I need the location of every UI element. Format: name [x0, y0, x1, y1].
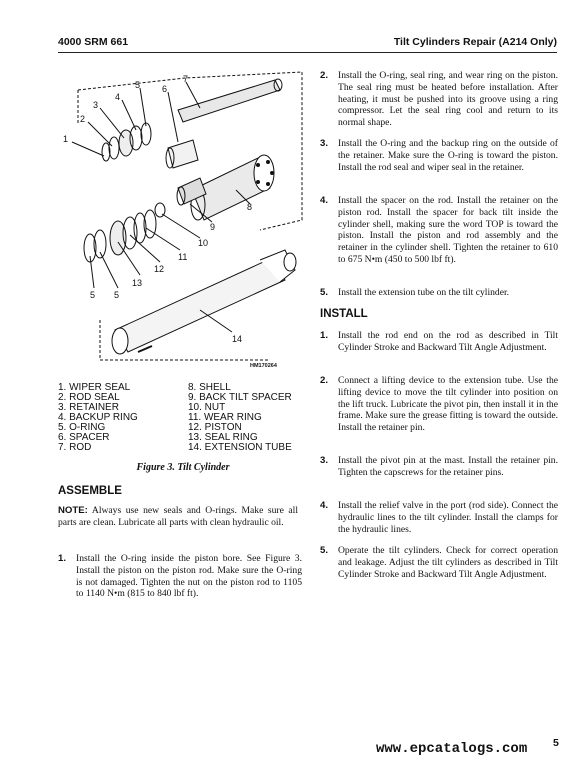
legend-item: 14. EXTENSION TUBE	[188, 442, 292, 453]
legend-item: 4. BACKUP RING	[58, 412, 138, 423]
step-number: 4.	[320, 500, 329, 511]
callout-1: 1	[63, 134, 69, 144]
callout-5b: 5	[90, 290, 96, 300]
tilt-cylinder-exploded-view	[60, 70, 305, 370]
legend-item: 1. WIPER SEAL	[58, 382, 131, 393]
step-number: 5.	[320, 545, 329, 556]
legend-item: 2. ROD SEAL	[58, 392, 120, 403]
step-text: Install the O-ring inside the piston bore. See Figure 3. Install the piston on the piston rod. Make sure the O-ring is not damaged. Tighten the nut on the piston rod to 1105 to 1140 N•m (815 to 840 lbf ft).	[76, 553, 302, 600]
step-text: Operate the tilt cylinders. Check for correct operation and leakage. Adjust the tilt cylinders as described in Tilt Cylinder Stroke and Backward Tilt Angle Adjustment.	[338, 545, 558, 580]
callout-3: 3	[93, 100, 99, 110]
step-text: Install the O-ring, seal ring, and wear ring on the piston. The seal ring must be heated before installation. After heating, it must be pushed into its groove using a ring compressor. Let the seal ring cool and return to its normal shape.	[338, 70, 558, 129]
callout-7: 7	[183, 74, 189, 84]
step-number: 4.	[320, 195, 329, 206]
callout-8: 8	[247, 202, 253, 212]
legend-item: 9. BACK TILT SPACER	[188, 392, 292, 403]
callout-11: 11	[178, 252, 188, 262]
legend-item: 11. WEAR RING	[188, 412, 262, 423]
legend-item: 3. RETAINER	[58, 402, 119, 413]
legend-item: 12. PISTON	[188, 422, 242, 433]
legend-item: 13. SEAL RING	[188, 432, 258, 443]
figure-id: HM170264	[250, 363, 277, 369]
footer-watermark-url: www.epcatalogs.com	[376, 741, 528, 757]
section-heading-install: INSTALL	[320, 308, 368, 320]
callout-12: 12	[154, 264, 165, 274]
step-number: 1.	[58, 553, 67, 564]
callout-10: 10	[198, 238, 209, 248]
step-number: 2.	[320, 375, 329, 386]
section-heading-assemble: ASSEMBLE	[58, 485, 122, 497]
note-label: NOTE:	[58, 505, 88, 516]
step-text: Install the rod end on the rod as described in Tilt Cylinder Stroke and Backward Tilt Angle Adjustment.	[338, 330, 558, 353]
step-text: Install the O-ring and the backup ring on the outside of the retainer. Make sure the O-ring is toward the piston. Install the rod seal and wiper seal in the retainer.	[338, 138, 558, 173]
header-rule	[58, 52, 557, 53]
callout-9: 9	[210, 222, 216, 232]
figure-caption: Figure 3. Tilt Cylinder	[136, 462, 230, 473]
step-number: 2.	[320, 70, 329, 81]
callout-4: 4	[115, 92, 121, 102]
legend-item: 5. O-RING	[58, 422, 106, 433]
page-number: 5	[553, 737, 559, 749]
legend-item: 10. NUT	[188, 402, 226, 413]
callout-2: 2	[80, 114, 86, 124]
step-number: 5.	[320, 287, 329, 298]
callout-5: 5	[135, 80, 141, 90]
step-text: Install the pivot pin at the mast. Install the retainer pin. Tighten the capscrews for the retainer pins.	[338, 455, 558, 478]
step-number: 1.	[320, 330, 329, 341]
step-text: Install the relief valve in the port (rod side). Connect the hydraulic lines to the tilt cylinder. Install the clamps for the hydraulic lines.	[338, 500, 558, 535]
step-number: 3.	[320, 455, 329, 466]
callout-5c: 5	[114, 290, 120, 300]
step-text: Install the extension tube on the tilt cylinder.	[338, 287, 510, 298]
note-text: Always use new seals and O-rings. Make sure all parts are clean. Lubricate all parts with clean hydraulic oil.	[58, 505, 298, 528]
legend-item: 7. ROD	[58, 442, 92, 453]
callout-14: 14	[232, 334, 243, 344]
legend-item: 6. SPACER	[58, 432, 110, 443]
callout-6: 6	[162, 84, 168, 94]
step-text: Install the spacer on the rod. Install the retainer on the piston rod. Install the spacer for back tilt inside the cylinder shell, making sure the word TOP is toward the piston. Install the piston and rod assembly and the retainer in the cylinder shell. Tighten the retainer to 610 to 675 N•m (450 to 500 lbf ft).	[338, 195, 558, 265]
step-text: Connect a lifting device to the extension tube. Use the lifting device to move the tilt cylinder into position on the lift truck. Lubricate the pivot pin, then install it in the frame. Make sure the grease fitting is toward the outside. Install the retainer pin.	[338, 375, 558, 434]
legend-item: 8. SHELL	[188, 382, 231, 393]
step-number: 3.	[320, 138, 329, 149]
note-paragraph	[58, 505, 298, 529]
header-section-title: Tilt Cylinders Repair (A214 Only)	[393, 36, 557, 48]
header-manual-number: 4000 SRM 661	[58, 36, 129, 48]
callout-13: 13	[132, 278, 143, 288]
